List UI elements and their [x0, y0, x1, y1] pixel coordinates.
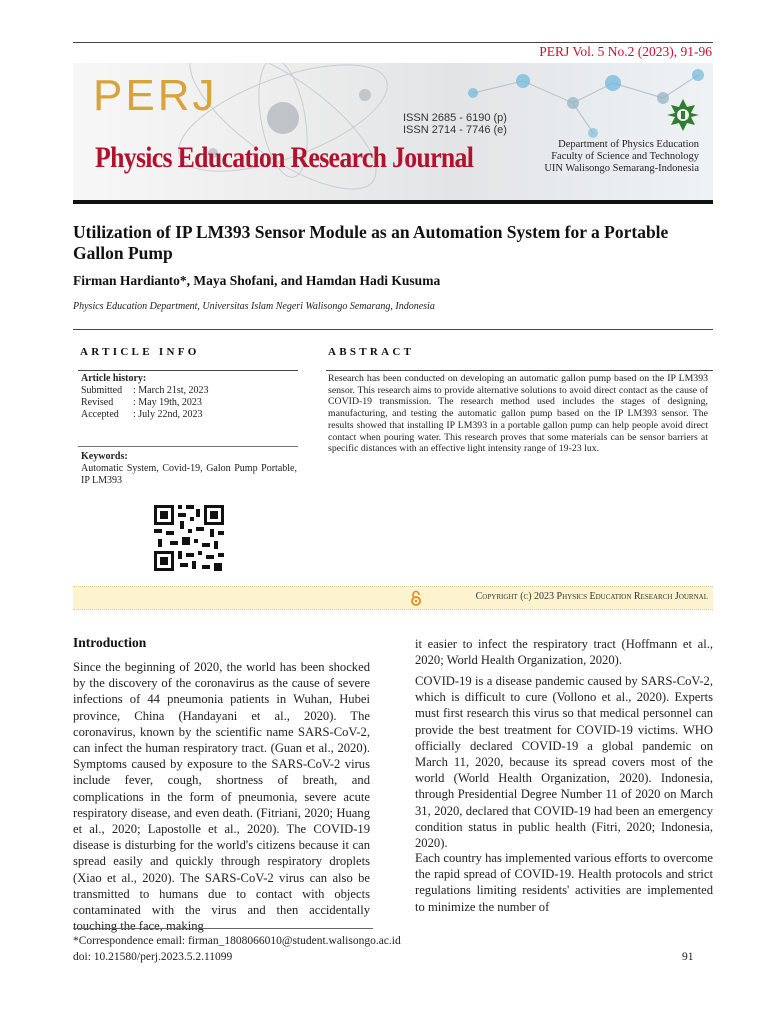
body-paragraph: COVID-19 is a disease pandemic caused by SARS-CoV-2, which is difficult to cure (Vollono et al., 2020). Experts must first research this virus so that medical personnel can provide the best treatment for COVID-19 victims. WHO officially declared COVID-19 a global pandemic on March 11, 2020, because its spread covers most of the world (World Health Organization, 2020). Indonesia, through Presidential Degree Number 11 of 2020 on March 31, 2020, declared that COVID-19 had been an emergency condition status in public health (Fitri, 2020; Indonesia, 2020).: [415, 674, 713, 851]
paper-title: Utilization of IP LM393 Sensor Module as an Automation System for a Portable Gallon Pump: [73, 222, 669, 263]
abstract-rule: [326, 370, 713, 371]
history-accepted: [81, 409, 202, 421]
history-accepted-value: : July 22nd, 2023: [133, 409, 203, 420]
title-rule: [73, 329, 713, 330]
copyright-notice: Copyright (c) 2023 Physics Education Research Journal: [475, 591, 708, 602]
keywords-label: Keywords:: [81, 451, 128, 462]
department-line: Department of Physics Education: [558, 139, 699, 150]
faculty-line: Faculty of Science and Technology: [551, 151, 699, 162]
history-submitted-value: : March 21st, 2023: [133, 385, 209, 396]
abstract-heading: ABSTRACT: [328, 346, 415, 358]
keywords-list: Automatic System, Covid-19, Galon Pump Portable, IP LM393: [81, 463, 297, 486]
abstract-text: Research has been conducted on developing an automatic gallon pump based on the IP LM393 sensor. This research aims to provide alternative solutions to avoid direct contact as the cause of COVID-19 transmission. The research method used includes the stages of designing, manufacturing, and testing the automatic gallon pump based on the IP LM393 sensor. The results showed that installing IP LM393 in a portable gallon pump can help people avoid direct contact when pouring water. This research proves that some materials can be sensor barriers at specific distances with an effective light intensity range of 19-23 lux.: [328, 373, 708, 455]
history-accepted-key: Accepted: [81, 409, 119, 420]
issn-print: ISSN 2685 - 6190 (p): [403, 112, 507, 124]
issn-online: ISSN 2714 - 7746 (e): [403, 124, 507, 136]
history-submitted-key: Submitted: [81, 385, 123, 396]
history-revised-key: Revised: [81, 397, 114, 408]
footnote-rule: [73, 928, 373, 929]
page-number: 91: [682, 951, 694, 963]
qr-code-icon[interactable]: [152, 503, 226, 573]
history-submitted: [81, 385, 209, 397]
uin-walisongo-logo-icon: [665, 97, 701, 133]
author-affiliation: Physics Education Department, Universitas Islam Negeri Walisongo Semarang, Indonesia: [73, 301, 435, 312]
top-rule: [73, 42, 713, 43]
history-revised-value: : May 19th, 2023: [133, 397, 202, 408]
journal-banner: [73, 63, 713, 203]
article-history-label: Article history:: [81, 373, 147, 384]
body-paragraph: Each country has implemented various efforts to overcome the rapid spread of COVID-19. Health protocols and strict regulations limiting residents' activities are implemented to minimize the number of: [415, 851, 713, 914]
history-revised: [81, 397, 202, 409]
body-paragraph: it easier to infect the respiratory tract (Hoffmann et al., 2020; World Health Organization, 2020).: [415, 637, 713, 668]
introduction-heading: Introduction: [73, 635, 147, 650]
journal-title: Physics Education Research Journal: [95, 141, 474, 174]
author-list: Firman Hardianto*, Maya Shofani, and Hamdan Hadi Kusuma: [73, 273, 441, 288]
article-info-rule: [78, 370, 298, 371]
article-info-heading: ARTICLE INFO: [80, 346, 200, 358]
journal-reference: PERJ Vol. 5 No.2 (2023), 91-96: [539, 44, 712, 59]
perj-logo: PERJ: [93, 71, 218, 120]
body-paragraph: Since the beginning of 2020, the world has been shocked by the discovery of the coronavirus as the cause of severe infections of 44 pneumonia patients in Wuhan, Hubei province, China (Handayani et al., 2020). The coronavirus, known by the scientific name SARS-CoV-2, can infect the human respiratory tract. (Guan et al., 2020). Symptoms caused by exposure to the SARS-CoV-2 virus include fever, cough, shortness of breath, and complications in the form of pneumonia, severe acute respiratory disease, and even death. (Fitriani, 2020; Huang et al., 2020; Lapostolle et al., 2020). The COVID-19 disease is disturbing for the world's citizens because it can spread easily and quickly through respiratory droplets (Xiao et al., 2020). The SARS-CoV-2 virus can also be transmitted to humans due to contact with objects contaminated with the virus and then accidentally touching the face, making: [73, 660, 370, 934]
correspondence-email: *Correspondence email: firman_1808066010@student.walisongo.ac.id: [73, 935, 401, 947]
banner-bottom-rule: [73, 200, 713, 204]
university-line: UIN Walisongo Semarang-Indonesia: [544, 163, 699, 174]
doi-text: doi: 10.21580/perj.2023.5.2.11099: [73, 951, 233, 963]
open-access-icon: [410, 590, 422, 606]
history-rule: [78, 446, 298, 447]
